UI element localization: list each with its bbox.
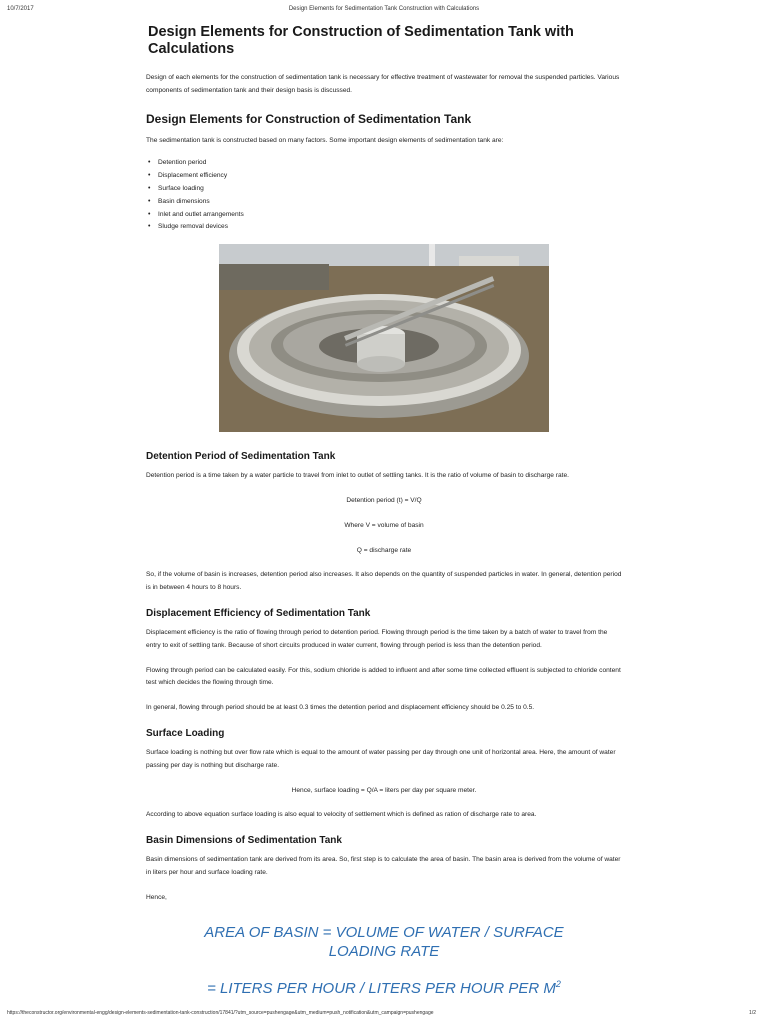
print-page-number: 1/2 [749, 1010, 756, 1016]
surface-loading-formula: Hence, surface loading = Q/A = liters per day per square meter. [291, 786, 477, 794]
volume-definition: Where V = volume of basin [344, 521, 424, 529]
hence-text: Hence, [146, 893, 167, 901]
area-of-basin-formula: AREA OF BASIN = VOLUME OF WATER / SURFACE LOADING RATE [204, 923, 564, 960]
section-heading-displacement: Displacement Efficiency of Sedimentation Tank [146, 607, 371, 619]
section-heading-surface-loading: Surface Loading [146, 727, 225, 739]
section-heading-detention: Detention Period of Sedimentation Tank [146, 451, 336, 463]
article [146, 24, 622, 998]
print-page-title: Design Elements for Sedimentation Tank Construction with Calculations [288, 6, 480, 12]
liters-per-hour-text: = LITERS PER HOUR / LITERS PER HOUR PER M [207, 979, 556, 997]
tank-illustration [219, 244, 549, 432]
discharge-definition: Q = discharge rate [356, 546, 412, 554]
list-item: • Inlet and outlet arrangements [158, 209, 622, 222]
list-item: • Basin dimensions [158, 196, 622, 209]
section-heading-design-elements: Design Elements for Construction of Sedimentation Tank [146, 111, 472, 126]
print-url: https://theconstructor.org/environmental-engg/design-elements-sedimentation-tank-construction/17841/?utm_source=pushengage&utm_medium=push_notification&utm_campaign=pushengage [7, 1010, 434, 1016]
detention-text-2: So, if the volume of basin is increases, detention period also increases. It also depends on the quantity of suspended particles in water. In general, detention period is in between 4 hours to 8 hours. [146, 571, 622, 592]
list-item: • Sludge removal devices [158, 221, 622, 234]
surface-loading-paragraph: Surface loading is nothing but over flow rate which is equal to the amount of water passing per day through one unit of horizontal area. Here, the amount of water passing per day is nothing but discharge rate. [146, 748, 616, 769]
list-item: • Surface loading [158, 183, 622, 196]
displacement-paragraph-3: In general, flowing through period should be at least 0.3 times the detention period and displacement efficiency should be 0.25 to 0.5. [146, 704, 535, 712]
superscript-2: 2 [555, 978, 561, 989]
article-title: Design Elements for Construction of Sedimentation Tank with Calculations [148, 24, 574, 57]
displacement-paragraph-2: Flowing through period can be calculated easily. For this, sodium chloride is added to influent and after some time collected effluent is subjected to chloride content test which decides the flowing through time. [146, 666, 621, 687]
detention-text: Detention period is a time taken by a water particle to travel from inlet to outlet of settling tanks. It is the ratio of volume of basin to discharge rate. [146, 472, 569, 480]
list-item: • Displacement efficiency [158, 170, 622, 183]
basin-paragraph: Basin dimensions of sedimentation tank are derived from its area. So, first step is to calculate the area of basin. The basin area is derived from the volume of water in liters per hour and surface loading rate. [146, 856, 621, 876]
intro-paragraph: Design of each elements for the construction of sedimentation tank is necessary for effective treatment of wastewater for removal the suspended particles. Various components of sedimentation tank and their design basis is discussed. [146, 74, 620, 94]
surface-loading-paragraph-2: According to above equation surface loading is also equal to velocity of settlement which is defined as ration of discharge rate to area. [146, 811, 537, 819]
design-elements-list [146, 157, 622, 234]
print-date: 10/7/2017 [7, 6, 34, 12]
design-elements-text: The sedimentation tank is constructed based on many factors. Some important design elements of sedimentation tank are: [146, 136, 504, 144]
detention-formula: Detention period (t) = V/Q [346, 496, 422, 504]
sedimentation-tank-photo [219, 244, 549, 432]
displacement-paragraph-1: Displacement efficiency is the ratio of flowing through period to detention period. Flowing through period is the time taken by a batch of water to travel from the entry to exit of settling tank. Because of short circuits produced in water current, flowing through period is less than the detention period. [146, 628, 608, 649]
liters-per-hour-formula [146, 975, 622, 998]
section-heading-basin-dimensions: Basin Dimensions of Sedimentation Tank [146, 835, 342, 847]
list-item: • Detention period [158, 157, 622, 170]
